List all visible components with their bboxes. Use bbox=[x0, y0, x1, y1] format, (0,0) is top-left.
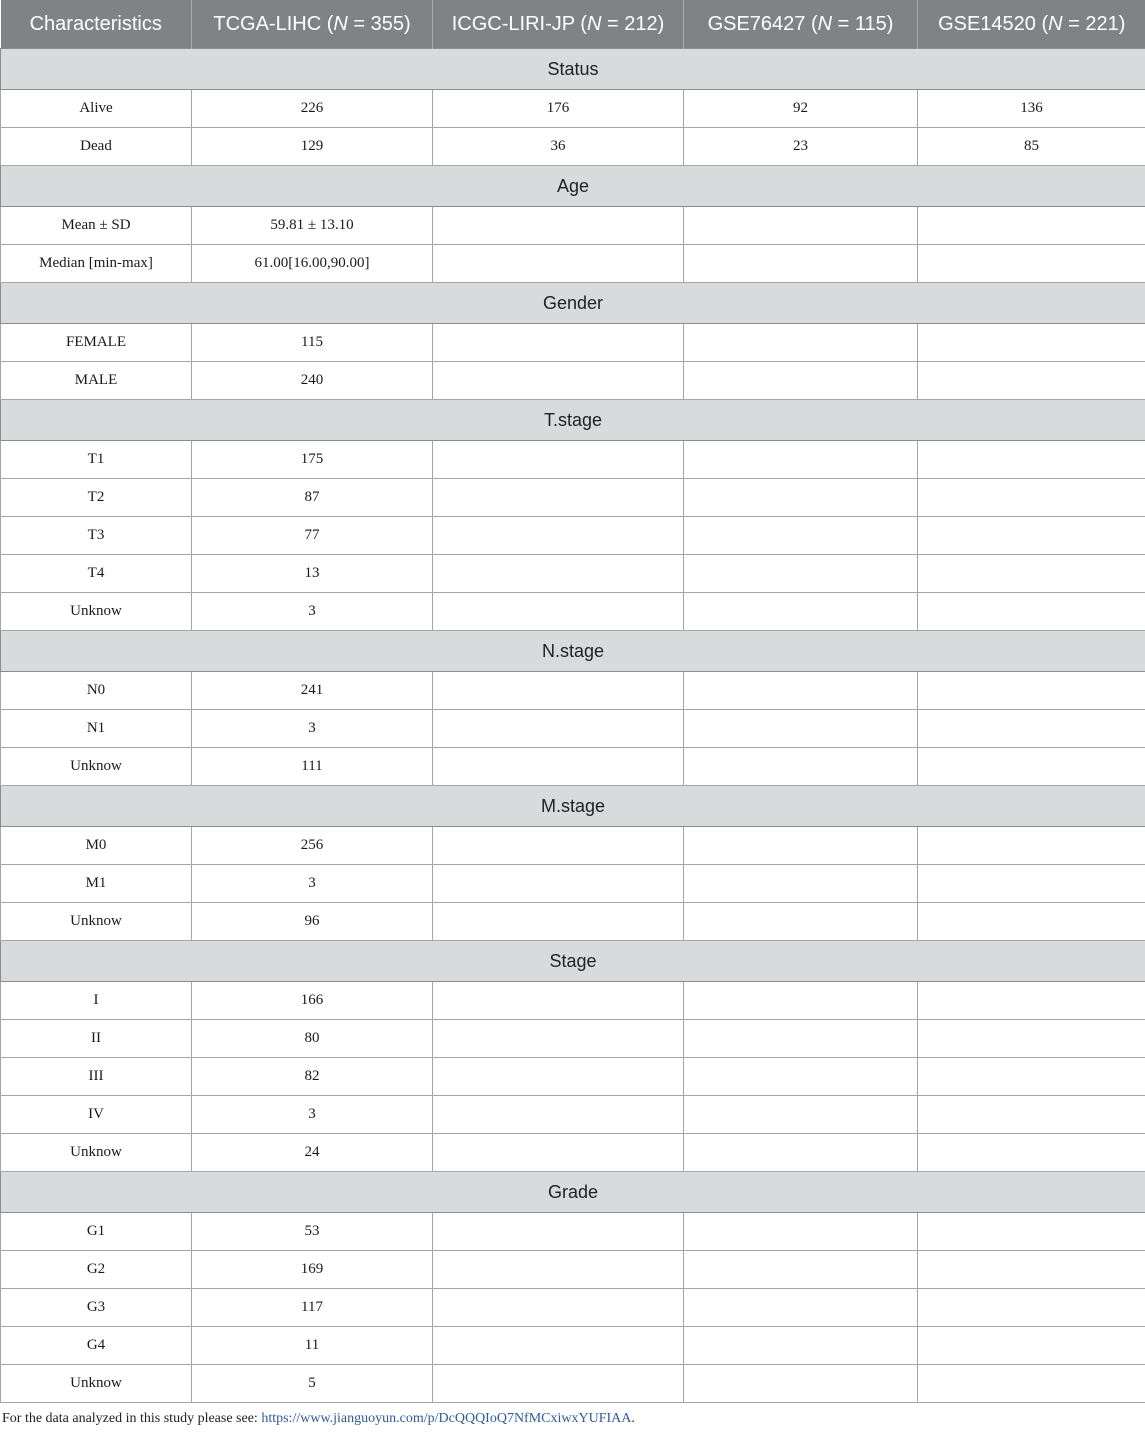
row-label: Median [min-max] bbox=[1, 245, 192, 283]
table-cell: 11 bbox=[192, 1327, 433, 1365]
table-cell bbox=[684, 1020, 918, 1058]
table-cell bbox=[433, 555, 684, 593]
table-cell bbox=[918, 1251, 1145, 1289]
table-cell bbox=[433, 1289, 684, 1327]
table-cell bbox=[684, 517, 918, 555]
table-cell bbox=[684, 1327, 918, 1365]
row-label: Mean ± SD bbox=[1, 207, 192, 245]
table-cell bbox=[918, 672, 1145, 710]
row-label: Unknow bbox=[1, 593, 192, 631]
table-row bbox=[1, 441, 1145, 479]
table-cell bbox=[684, 207, 918, 245]
table-cell bbox=[433, 672, 684, 710]
table-row bbox=[1, 748, 1145, 786]
table-cell: 175 bbox=[192, 441, 433, 479]
row-label: IV bbox=[1, 1096, 192, 1134]
row-label: N0 bbox=[1, 672, 192, 710]
row-label: Unknow bbox=[1, 1134, 192, 1172]
table-cell: 80 bbox=[192, 1020, 433, 1058]
table-cell bbox=[684, 1213, 918, 1251]
table-row bbox=[1, 982, 1145, 1020]
row-label: III bbox=[1, 1058, 192, 1096]
table-cell bbox=[918, 748, 1145, 786]
section-title: Age bbox=[1, 166, 1145, 207]
table-cell bbox=[433, 982, 684, 1020]
section-row bbox=[1, 941, 1145, 982]
table-cell bbox=[684, 1365, 918, 1403]
row-label: MALE bbox=[1, 362, 192, 400]
table-cell bbox=[684, 1251, 918, 1289]
table-cell bbox=[684, 479, 918, 517]
table-cell bbox=[918, 1020, 1145, 1058]
table-row bbox=[1, 207, 1145, 245]
row-label: Unknow bbox=[1, 903, 192, 941]
table-row bbox=[1, 710, 1145, 748]
section-title: N.stage bbox=[1, 631, 1145, 672]
table-row bbox=[1, 903, 1145, 941]
table-row bbox=[1, 593, 1145, 631]
section-title: Gender bbox=[1, 283, 1145, 324]
table-cell bbox=[433, 1020, 684, 1058]
section-row bbox=[1, 400, 1145, 441]
table-cell bbox=[433, 710, 684, 748]
row-label: Unknow bbox=[1, 1365, 192, 1403]
table-cell bbox=[918, 1327, 1145, 1365]
table-cell: 3 bbox=[192, 710, 433, 748]
table-cell: 136 bbox=[918, 90, 1145, 128]
table-cell bbox=[433, 865, 684, 903]
table-cell bbox=[433, 479, 684, 517]
row-label: M1 bbox=[1, 865, 192, 903]
row-label: FEMALE bbox=[1, 324, 192, 362]
table-cell bbox=[684, 672, 918, 710]
table-cell bbox=[433, 1251, 684, 1289]
table-cell bbox=[918, 479, 1145, 517]
table-cell bbox=[433, 903, 684, 941]
table-cell bbox=[684, 441, 918, 479]
table-row bbox=[1, 128, 1145, 166]
table-cell bbox=[684, 865, 918, 903]
table-cell: 240 bbox=[192, 362, 433, 400]
table-cell bbox=[918, 245, 1145, 283]
row-label: M0 bbox=[1, 827, 192, 865]
row-label: G4 bbox=[1, 1327, 192, 1365]
table-cell bbox=[918, 1365, 1145, 1403]
header-gse14520: GSE14520 (N = 221) bbox=[918, 0, 1145, 49]
table-cell bbox=[433, 593, 684, 631]
footnote-text: For the data analyzed in this study please see: bbox=[2, 1411, 262, 1426]
section-row bbox=[1, 1172, 1145, 1213]
table-cell bbox=[684, 555, 918, 593]
table-row bbox=[1, 90, 1145, 128]
table-cell bbox=[433, 441, 684, 479]
table-cell bbox=[433, 517, 684, 555]
table-row bbox=[1, 672, 1145, 710]
table-cell: 117 bbox=[192, 1289, 433, 1327]
table-row bbox=[1, 362, 1145, 400]
row-label: Alive bbox=[1, 90, 192, 128]
table-cell: 3 bbox=[192, 1096, 433, 1134]
table-cell: 53 bbox=[192, 1213, 433, 1251]
table-cell bbox=[918, 441, 1145, 479]
table-row bbox=[1, 1213, 1145, 1251]
table-cell: 82 bbox=[192, 1058, 433, 1096]
table-row bbox=[1, 1327, 1145, 1365]
table-row bbox=[1, 1134, 1145, 1172]
table-cell bbox=[433, 245, 684, 283]
section-row bbox=[1, 166, 1145, 207]
table-cell: 176 bbox=[433, 90, 684, 128]
table-row bbox=[1, 865, 1145, 903]
table-cell bbox=[918, 1289, 1145, 1327]
section-title: T.stage bbox=[1, 400, 1145, 441]
table-cell bbox=[684, 1096, 918, 1134]
table-cell: 92 bbox=[684, 90, 918, 128]
table-cell: 226 bbox=[192, 90, 433, 128]
table-cell bbox=[918, 207, 1145, 245]
table-cell bbox=[433, 207, 684, 245]
table-cell bbox=[433, 1134, 684, 1172]
section-row bbox=[1, 283, 1145, 324]
table-row bbox=[1, 1058, 1145, 1096]
table-row bbox=[1, 827, 1145, 865]
table-cell bbox=[684, 982, 918, 1020]
row-label: Dead bbox=[1, 128, 192, 166]
table-row bbox=[1, 1289, 1145, 1327]
row-label: T1 bbox=[1, 441, 192, 479]
row-label: G2 bbox=[1, 1251, 192, 1289]
table-cell bbox=[684, 827, 918, 865]
table-row bbox=[1, 1251, 1145, 1289]
table-cell: 96 bbox=[192, 903, 433, 941]
header-row bbox=[1, 0, 1145, 49]
section-title: M.stage bbox=[1, 786, 1145, 827]
table-cell: 87 bbox=[192, 479, 433, 517]
table-cell: 13 bbox=[192, 555, 433, 593]
table-cell bbox=[918, 865, 1145, 903]
row-label: T2 bbox=[1, 479, 192, 517]
section-title: Status bbox=[1, 49, 1145, 90]
table-cell: 61.00[16.00,90.00] bbox=[192, 245, 433, 283]
table-cell bbox=[684, 245, 918, 283]
row-label: T3 bbox=[1, 517, 192, 555]
table-body bbox=[1, 49, 1145, 1403]
table-cell bbox=[433, 362, 684, 400]
table-row bbox=[1, 1096, 1145, 1134]
row-label: I bbox=[1, 982, 192, 1020]
table-cell bbox=[684, 710, 918, 748]
table-row bbox=[1, 479, 1145, 517]
header-icgc-liri-jp: ICGC-LIRI-JP (N = 212) bbox=[433, 0, 684, 49]
table-cell bbox=[918, 555, 1145, 593]
row-label: G3 bbox=[1, 1289, 192, 1327]
table-cell bbox=[684, 593, 918, 631]
header-gse76427: GSE76427 (N = 115) bbox=[684, 0, 918, 49]
table-cell: 111 bbox=[192, 748, 433, 786]
table-row bbox=[1, 324, 1145, 362]
footnote bbox=[0, 1403, 1145, 1427]
table-cell: 36 bbox=[433, 128, 684, 166]
table-row bbox=[1, 555, 1145, 593]
footnote-link[interactable]: https://www.jianguoyun.com/p/DcQQQIoQ7NfMCxiwxYUFIAA bbox=[261, 1411, 632, 1426]
table-cell bbox=[433, 1365, 684, 1403]
table-cell: 23 bbox=[684, 128, 918, 166]
table-cell: 24 bbox=[192, 1134, 433, 1172]
table-row bbox=[1, 1365, 1145, 1403]
table-cell bbox=[433, 827, 684, 865]
table-cell bbox=[918, 593, 1145, 631]
table-cell bbox=[433, 748, 684, 786]
table-cell: 59.81 ± 13.10 bbox=[192, 207, 433, 245]
table-cell bbox=[684, 1058, 918, 1096]
row-label: N1 bbox=[1, 710, 192, 748]
row-label: G1 bbox=[1, 1213, 192, 1251]
table-cell: 77 bbox=[192, 517, 433, 555]
header-characteristics: Characteristics bbox=[1, 0, 192, 49]
table-cell bbox=[918, 362, 1145, 400]
table-cell: 166 bbox=[192, 982, 433, 1020]
table-cell bbox=[684, 362, 918, 400]
row-label: II bbox=[1, 1020, 192, 1058]
table-cell: 5 bbox=[192, 1365, 433, 1403]
table-cell bbox=[918, 1096, 1145, 1134]
table-cell bbox=[918, 1213, 1145, 1251]
section-title: Stage bbox=[1, 941, 1145, 982]
table-cell bbox=[433, 1327, 684, 1365]
header-tcga-lihc: TCGA-LIHC (N = 355) bbox=[192, 0, 433, 49]
table-cell bbox=[918, 982, 1145, 1020]
table-row bbox=[1, 1020, 1145, 1058]
table-cell bbox=[918, 517, 1145, 555]
table-cell: 3 bbox=[192, 593, 433, 631]
table-cell bbox=[918, 903, 1145, 941]
table-cell bbox=[918, 324, 1145, 362]
table-row bbox=[1, 517, 1145, 555]
table-cell bbox=[433, 324, 684, 362]
table-cell bbox=[433, 1096, 684, 1134]
table-cell: 169 bbox=[192, 1251, 433, 1289]
table-cell bbox=[918, 827, 1145, 865]
table-cell bbox=[433, 1058, 684, 1096]
table-cell bbox=[684, 1134, 918, 1172]
section-title: Grade bbox=[1, 1172, 1145, 1213]
row-label: T4 bbox=[1, 555, 192, 593]
table-cell bbox=[918, 710, 1145, 748]
table-cell: 115 bbox=[192, 324, 433, 362]
table-cell bbox=[684, 748, 918, 786]
section-row bbox=[1, 786, 1145, 827]
table-cell: 3 bbox=[192, 865, 433, 903]
table-cell bbox=[433, 1213, 684, 1251]
table-cell bbox=[684, 1289, 918, 1327]
table-cell: 241 bbox=[192, 672, 433, 710]
table-row bbox=[1, 245, 1145, 283]
row-label: Unknow bbox=[1, 748, 192, 786]
section-row bbox=[1, 631, 1145, 672]
footnote-end: . bbox=[631, 1411, 635, 1426]
table-cell bbox=[684, 324, 918, 362]
table-cell: 256 bbox=[192, 827, 433, 865]
table-cell: 85 bbox=[918, 128, 1145, 166]
table-cell: 129 bbox=[192, 128, 433, 166]
table-cell bbox=[918, 1134, 1145, 1172]
table-cell bbox=[918, 1058, 1145, 1096]
section-row bbox=[1, 49, 1145, 90]
table-cell bbox=[684, 903, 918, 941]
